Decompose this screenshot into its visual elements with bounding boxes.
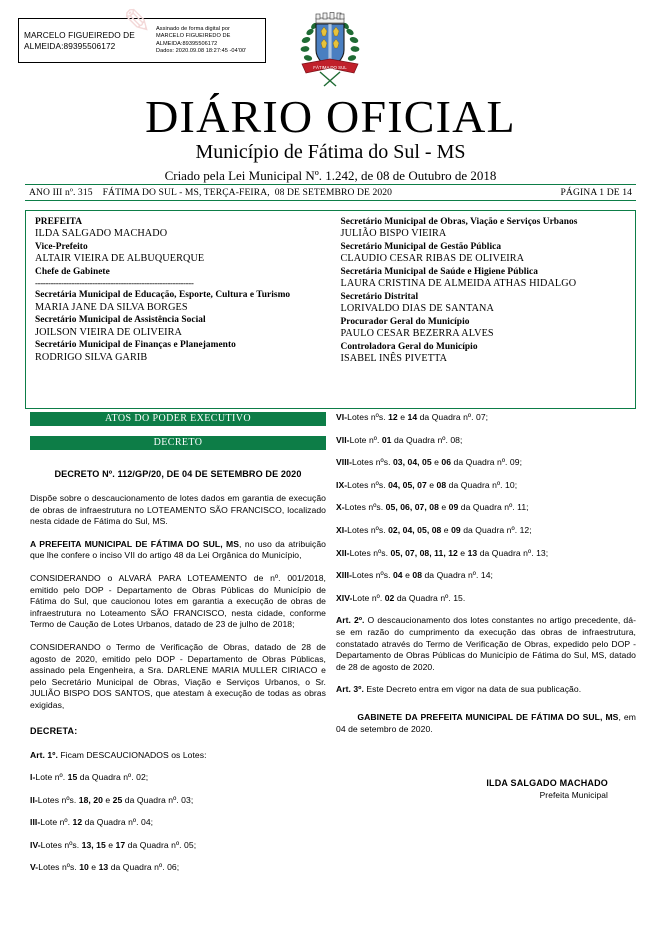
gabinete-bold: GABINETE DA PREFEITA MUNICIPAL DE FÁTIMA DO SUL, MS <box>357 711 619 722</box>
lot-conjunction: e <box>426 479 437 490</box>
lot-numbers: 05, 06, 07, 08 <box>385 502 439 513</box>
gabinete-rest: , em 04 de setembro de 2020. <box>336 711 636 734</box>
coat-of-arms-icon <box>296 12 364 90</box>
lot-item <box>30 772 326 784</box>
official-name-left-3: ALTAIR VIEIRA DE ALBUQUERQUE <box>35 253 205 265</box>
official-name-left-7: MARIA JANE DA SILVA BORGES <box>35 301 188 313</box>
lot-numbers: 03, 04, 05 <box>392 457 432 468</box>
official-name-right-1: JULIÃO BISPO VIEIRA <box>340 228 447 240</box>
lot-block-suffix: da Quadra nº. 07; <box>417 412 489 422</box>
lot-numbers: 02, 04, 05, 08 <box>388 524 442 535</box>
lot-numbers: 04, 05, 07 <box>388 479 427 490</box>
lot-numbers-last: 17 <box>115 839 126 850</box>
body-column-left <box>30 412 326 885</box>
official-role-left-0: PREFEITA <box>35 217 83 227</box>
lot-item <box>336 480 636 492</box>
article-1-text: Ficam DESCAUCIONADOS os Lotes: <box>57 749 207 760</box>
lot-prefix: Lotes nºs. <box>349 547 391 558</box>
lot-numbers-last: 08 <box>436 479 447 490</box>
lot-conjunction: e <box>102 794 113 805</box>
official-name-left-1: ILDA SALGADO MACHADO <box>35 228 168 240</box>
lot-numeral: V- <box>30 862 39 873</box>
lot-prefix: Lotes nºs. <box>352 457 393 468</box>
lot-numbers-last: 14 <box>407 412 418 422</box>
official-role-left-10: Secretário Municipal de Finanças e Planejamento <box>35 340 236 351</box>
official-name-left-11: RODRIGO SILVA GARIB <box>35 351 148 363</box>
lot-block-suffix: da Quadra nº. 03; <box>122 794 194 805</box>
lot-item <box>336 593 636 605</box>
lot-prefix: Lotes nºs. <box>352 570 393 581</box>
article-3-text: Este Decreto entra em vigor na data de sua publicação. <box>363 684 582 695</box>
lot-numeral: XIII- <box>336 570 353 581</box>
officials-column-left <box>26 211 331 408</box>
lot-item <box>336 525 636 537</box>
article-3-label: Art. 3º. <box>336 684 364 695</box>
lot-prefix: Lotes nºs. <box>37 794 79 805</box>
lot-numbers: 12 <box>388 412 398 422</box>
gabinete-line <box>336 712 636 735</box>
official-role-right-8: Procurador Geral do Município <box>340 317 470 327</box>
official-role-left-6: Secretária Municipal de Educação, Esporte, Cultura e Turismo <box>35 290 291 301</box>
official-role-right-10: Controladora Geral do Município <box>340 342 478 352</box>
lot-block-suffix: da Quadra nº. 12; <box>460 524 532 535</box>
lot-numbers-last: 06 <box>441 457 452 468</box>
lot-numbers: 18, 20 <box>78 794 103 805</box>
lot-prefix: Lotes nºs. <box>347 524 389 535</box>
masthead <box>0 92 661 185</box>
lot-block-suffix: da Quadra nº. 11; <box>458 502 529 513</box>
lot-numbers: 10 <box>79 862 89 873</box>
lot-conjunction: e <box>431 457 442 468</box>
signature-pen-icon: ✎ <box>123 4 152 41</box>
lot-item <box>336 457 636 469</box>
lot-block-suffix: da Quadra nº. 04; <box>82 817 154 828</box>
lot-numeral: VII- <box>336 434 350 445</box>
lot-item <box>30 817 326 829</box>
lot-block-suffix: da Quadra nº. 09; <box>451 457 523 468</box>
lot-conjunction: e <box>105 839 116 850</box>
decree-preamble-bold: A PREFEITA MUNICIPAL DE FÁTIMA DO SUL, MS <box>30 538 240 549</box>
lot-conjunction: e <box>402 570 413 581</box>
lot-prefix: Lote nº. <box>352 592 385 603</box>
official-role-right-0: Secretário Municipal de Obras, Viação e Serviços Urbanos <box>340 217 578 227</box>
article-1 <box>30 750 326 762</box>
official-role-right-4: Secretária Municipal de Saúde e Higiene Pública <box>340 267 538 277</box>
official-role-right-6: Secretário Distrital <box>340 292 419 302</box>
page-title: DIÁRIO OFICIAL <box>145 91 516 142</box>
lot-numeral: X- <box>336 502 345 513</box>
decree-heading: DECRETO Nº. 112/GP/20, DE 04 DE SETEMBRO DE 2020 <box>54 469 302 479</box>
svg-text:FÁTIMA DO SUL: FÁTIMA DO SUL <box>313 65 347 70</box>
lot-block-suffix: da Quadra nº. 15. <box>394 592 466 603</box>
issue-info-bar <box>25 184 636 201</box>
official-role-left-4: Chefe de Gabinete <box>35 267 110 277</box>
lot-numeral: XIV- <box>336 592 353 603</box>
official-name-right-9: PAULO CESAR BEZERRA ALVES <box>340 328 494 340</box>
decree-ementa: Dispõe sobre o descaucionamento de lotes dados em garantia de execução de obras de infraestrutura no LOTEAMENTO SÃO FRANCISCO, localizado nesta cidade de Fátima do Sul, MS. <box>30 493 326 527</box>
official-name-left-9: JOILSON VIEIRA DE OLIVEIRA <box>35 326 183 338</box>
lot-numeral: VI- <box>336 412 348 422</box>
article-2-label: Art. 2º. <box>336 615 365 626</box>
official-role-right-2: Secretário Municipal de Gestão Pública <box>340 242 502 252</box>
signature-detail-line4: Dados: 2020.09.08 18:27:45 -04'00' <box>156 47 247 54</box>
section-banner-decreto: DECRETO <box>30 436 326 450</box>
lot-numeral: XII- <box>336 547 350 558</box>
lot-conjunction: e <box>438 502 449 513</box>
lot-prefix: Lote nº. <box>40 817 73 828</box>
masthead-law-line: Criado pela Lei Municipal Nº. 1.242, de 08 de Outubro de 2018 <box>164 168 497 183</box>
lot-item <box>30 840 326 852</box>
official-role-left-8: Secretário Municipal de Assistência Social <box>35 315 206 326</box>
lot-numeral: II- <box>30 794 38 805</box>
lot-block-suffix: da Quadra nº. 13; <box>477 547 549 558</box>
lot-numbers: 05, 07, 08, 11, 12 <box>390 547 458 558</box>
lot-conjunction: e <box>397 412 408 422</box>
official-name-right-3: CLAUDIO CESAR RIBAS DE OLIVEIRA <box>340 253 525 265</box>
lot-numbers-last: 13 <box>467 547 478 558</box>
lot-numbers-last: 13 <box>98 862 109 873</box>
lot-numeral: XI- <box>336 524 348 535</box>
lot-prefix: Lote nº. <box>349 434 382 445</box>
lot-numeral: I- <box>30 772 36 783</box>
article-2-text: O descaucionamento dos lotes constantes no artigo precedente, dá-se em razão do cumprimento da execução das obras de infraestrutura, constatado através do Termo de Verificação de Obras, expedido pelo DOP - Departamento de Obras Públicas do Município de Fátima do Sul, MS, datado de 28 de agosto de 2020. <box>336 615 636 672</box>
official-name-right-11: ISABEL INÊS PIVETTA <box>340 353 448 365</box>
lot-numbers: 13, 15 <box>81 839 106 850</box>
lot-numeral: III- <box>30 817 41 828</box>
lot-block-suffix: da Quadra nº. 05; <box>125 839 197 850</box>
lot-item <box>336 502 636 514</box>
lot-prefix: Lotes nºs. <box>344 502 386 513</box>
lot-numbers-last: 25 <box>112 794 123 805</box>
lot-numbers: 02 <box>384 592 395 603</box>
lot-block-suffix: da Quadra nº. 08; <box>391 434 463 445</box>
lot-numbers-last: 09 <box>448 502 459 513</box>
lot-numeral: VIII- <box>336 457 353 468</box>
signer-role: Prefeita Municipal <box>539 790 608 801</box>
signature-holder-line1: MARCELO FIGUEIREDO DE <box>24 29 135 40</box>
article-2 <box>336 615 636 673</box>
lot-item <box>336 570 636 582</box>
lot-numbers: 12 <box>72 817 83 828</box>
official-sep-left-5: ------------------------------------------------------------- <box>35 278 194 289</box>
body-column-right <box>336 412 636 801</box>
lot-numbers: 01 <box>381 434 392 445</box>
lot-prefix: Lotes nºs. <box>347 412 389 422</box>
officials-box <box>25 210 636 409</box>
digital-signature-stamp <box>18 18 266 63</box>
considerando-2: CONSIDERANDO o Termo de Verificação de Obras, datado de 28 de agosto de 2020, emitido pelo DOP - Departamento de Obras Públicas, assinado pela Engenheira, a Sra. DARLENE MARIA MULLER CIRIACO e pelo Secretário Municipal de Obras, Viação e Serviços Urbanos, o Sr. JULIÃO BISPO DOS SANTOS, que atestam à execução de todas as obras exigidas, <box>30 641 326 710</box>
lot-item <box>30 862 326 874</box>
article-3 <box>336 684 636 696</box>
lot-item <box>336 412 636 424</box>
official-name-right-7: LORIVALDO DIAS DE SANTANA <box>340 303 494 315</box>
article-1-label: Art. 1º. <box>30 749 58 760</box>
lot-block-suffix: da Quadra nº. 10; <box>446 479 518 490</box>
lot-block-suffix: da Quadra nº. 06; <box>108 862 180 873</box>
officials-column-right <box>331 211 636 408</box>
considerando-1: CONSIDERANDO o ALVARÁ PARA LOTEAMENTO de nº. 001/2018, emitido pelo DOP - Departamento de Obras Públicas do Município de Fátima do Sul, que caucionou lotes em garantia a execução de obras de infraestrutura no Loteamento SÃO FRANCISCO, nesta cidade, conforme Termo de Caução de Lotes Urbanos, datado de 23 de julho de 2018; <box>30 572 326 630</box>
lot-prefix: Lotes nºs. <box>38 862 80 873</box>
lot-item <box>336 548 636 560</box>
lot-conjunction: e <box>88 862 99 873</box>
lot-numbers: 15 <box>67 772 78 783</box>
lot-item <box>336 435 636 447</box>
lot-numeral: IX- <box>336 479 348 490</box>
official-role-left-2: Vice-Prefeito <box>35 242 88 252</box>
lot-numeral: IV- <box>30 839 41 850</box>
lot-conjunction: e <box>457 547 468 558</box>
decree-preamble <box>30 539 326 562</box>
issue-info-left: ANO III nº. 315 FÁTIMA DO SUL - MS, TERÇA-FEIRA, 08 DE SETEMBRO DE 2020 <box>29 187 393 198</box>
official-name-right-5: LAURA CRISTINA DE ALMEIDA ATHAS HIDALGO <box>340 278 577 290</box>
lot-block-suffix: da Quadra nº. 02; <box>77 772 149 783</box>
lot-numbers-last: 09 <box>451 524 461 535</box>
signature-detail-line3: ALMEIDA:89395506172 <box>156 40 218 47</box>
page-number: PÁGINA 1 DE 14 <box>560 187 632 198</box>
signature-holder <box>19 30 152 52</box>
signature-details <box>152 26 265 56</box>
section-banner-atos: ATOS DO PODER EXECUTIVO <box>30 412 326 426</box>
signature-detail-line2: MARCELO FIGUEIREDO DE <box>156 33 231 40</box>
signature-block <box>336 777 636 801</box>
lot-prefix: Lotes nºs. <box>347 479 389 490</box>
lot-conjunction: e <box>441 524 452 535</box>
lot-prefix: Lote nº. <box>35 772 68 783</box>
lot-numbers: 04 <box>392 570 403 581</box>
lot-block-suffix: da Quadra nº. 14; <box>422 570 493 581</box>
decreta-label: DECRETA: <box>30 725 78 736</box>
lot-list-right <box>336 412 636 604</box>
decree-preamble-rest: , no uso da atribuição que lhe confere o inciso VII do artigo 48 da Lei Orgânica do Município, <box>30 538 326 561</box>
lot-prefix: Lotes nºs. <box>40 839 82 850</box>
lot-item <box>30 795 326 807</box>
signer-name: ILDA SALGADO MACHADO <box>486 778 608 789</box>
lot-numbers-last: 08 <box>412 570 423 581</box>
lot-list-left <box>30 772 326 874</box>
signature-detail-line1: Assinado de forma digital por <box>156 25 230 32</box>
masthead-subtitle: Município de Fátima do Sul - MS <box>195 141 466 163</box>
signature-holder-line2: ALMEIDA:89395506172 <box>24 40 116 51</box>
